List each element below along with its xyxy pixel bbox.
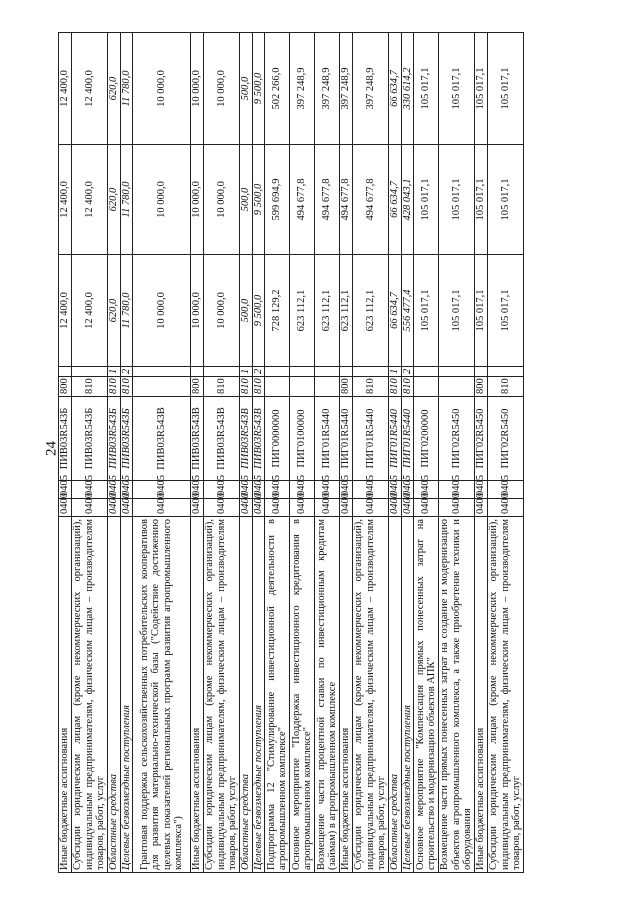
amount-year-1: 623 112,1 — [353, 255, 389, 367]
subsection-code: 0405 — [475, 481, 488, 499]
subsection-code: 0405 — [72, 481, 108, 499]
expense-type-code: 810 — [389, 377, 402, 397]
subsection-code: 0405 — [340, 481, 353, 499]
row-name: Целевые безвозмездные поступления — [401, 517, 414, 873]
row-name: Субсидии юридическим лицам (кроме некоммерческих организаций), индивидуальным предпринимателям, физическим лицам – производителям товаров, работ, услуг — [204, 517, 240, 873]
amount-year-2: 500,0 — [240, 145, 253, 255]
subsection-code: 0405 — [401, 481, 414, 499]
amount-year-1: 105 017,1 — [475, 255, 488, 367]
budget-table-page — [58, 33, 578, 873]
funding-source-code — [72, 367, 108, 377]
section-code: 0400 — [414, 499, 439, 517]
expense-type-code: 810 — [120, 377, 133, 397]
row-name: Возмещение части процентной ставки по инвестиционным кредитам (займам) в агропромышленном комплексе — [315, 517, 340, 873]
subsection-code: 0405 — [204, 481, 240, 499]
subsection-code: 0405 — [108, 481, 121, 499]
expense-type-code: 810 — [240, 377, 253, 397]
section-code: 0400 — [204, 499, 240, 517]
target-article-code: ПИВ03R543В — [133, 397, 191, 481]
table-row — [290, 33, 315, 873]
expense-type-code: 810 — [252, 377, 265, 397]
amount-year-3: 105 017,1 — [475, 33, 488, 145]
row-name: Областные средства — [108, 517, 121, 873]
section-code: 0400 — [108, 499, 121, 517]
table-row — [240, 33, 253, 873]
section-code: 0400 — [315, 499, 340, 517]
expense-type-code: 800 — [475, 377, 488, 397]
target-article-code: ПИГ0100000 — [290, 397, 315, 481]
amount-year-1: 105 017,1 — [488, 255, 524, 367]
amount-year-3: 66 634,7 — [389, 33, 402, 145]
amount-year-2: 10 000,0 — [133, 145, 191, 255]
table-row — [133, 33, 191, 873]
budget-table — [58, 32, 524, 873]
section-code: 0400 — [120, 499, 133, 517]
subsection-code: 0405 — [59, 481, 72, 499]
section-code: 0400 — [488, 499, 524, 517]
funding-source-code — [133, 367, 191, 377]
target-article-code: ПИГ01R5440 — [353, 397, 389, 481]
section-code: 0400 — [439, 499, 475, 517]
subsection-code: 0405 — [353, 481, 389, 499]
target-article-code: ПИГ01R5440 — [401, 397, 414, 481]
funding-source-code — [265, 367, 290, 377]
target-article-code: ПИГ02R5450 — [475, 397, 488, 481]
section-code: 0400 — [475, 499, 488, 517]
target-article-code: ПИГ01R5440 — [340, 397, 353, 481]
expense-type-code — [265, 377, 290, 397]
expense-type-code — [439, 377, 475, 397]
row-name: Субсидии юридическим лицам (кроме некоммерческих организаций), индивидуальным предпринимателям, физическим лицам – производителям товаров, работ, услуг — [72, 517, 108, 873]
amount-year-1: 10 000,0 — [133, 255, 191, 367]
amount-year-1: 623 112,1 — [340, 255, 353, 367]
row-name: Целевые безвозмездные поступления — [252, 517, 265, 873]
subsection-code: 0405 — [389, 481, 402, 499]
expense-type-code — [414, 377, 439, 397]
funding-source-code — [488, 367, 524, 377]
row-name: Субсидии юридическим лицам (кроме некоммерческих организаций), индивидуальным предпринимателям, физическим лицам – производителям товаров, работ, услуг — [353, 517, 389, 873]
amount-year-1: 10 000,0 — [204, 255, 240, 367]
amount-year-2: 10 000,0 — [191, 145, 204, 255]
amount-year-1: 12 400,0 — [72, 255, 108, 367]
funding-source-code — [353, 367, 389, 377]
amount-year-1: 623 112,1 — [290, 255, 315, 367]
subsection-code: 0405 — [120, 481, 133, 499]
amount-year-3: 620,0 — [108, 33, 121, 145]
row-name: Основное мероприятие "Компенсация прямых понесенных затрат на строительство и модернизацию объектов АПК" — [414, 517, 439, 873]
target-article-code: ПИГ01R5440 — [315, 397, 340, 481]
table-row — [353, 33, 389, 873]
page-number: 24 — [43, 441, 60, 456]
expense-type-code: 800 — [340, 377, 353, 397]
expense-type-code: 810 — [108, 377, 121, 397]
table-row — [439, 33, 475, 873]
amount-year-1: 623 112,1 — [315, 255, 340, 367]
amount-year-1: 728 129,2 — [265, 255, 290, 367]
section-code: 0400 — [59, 499, 72, 517]
section-code: 0400 — [252, 499, 265, 517]
table-row — [72, 33, 108, 873]
amount-year-3: 12 400,0 — [72, 33, 108, 145]
target-article-code: ПИВ03R543В — [191, 397, 204, 481]
expense-type-code: 800 — [191, 377, 204, 397]
section-code: 0400 — [240, 499, 253, 517]
expense-type-code: 810 — [488, 377, 524, 397]
expense-type-code: 810 — [401, 377, 414, 397]
target-article-code: ПИГ01R5440 — [389, 397, 402, 481]
section-code: 0400 — [389, 499, 402, 517]
funding-source-code — [59, 367, 72, 377]
target-article-code: ПИГ0200000 — [414, 397, 439, 481]
amount-year-3: 105 017,1 — [414, 33, 439, 145]
amount-year-3: 105 017,1 — [488, 33, 524, 145]
amount-year-1: 10 000,0 — [191, 255, 204, 367]
amount-year-3: 12 400,0 — [59, 33, 72, 145]
funding-source-code — [290, 367, 315, 377]
subsection-code: 0405 — [315, 481, 340, 499]
table-row — [204, 33, 240, 873]
target-article-code: ПИВ03R543Б — [108, 397, 121, 481]
amount-year-3: 500,0 — [240, 33, 253, 145]
section-code: 0400 — [290, 499, 315, 517]
section-code: 0400 — [340, 499, 353, 517]
table-row — [414, 33, 439, 873]
amount-year-2: 494 677,8 — [290, 145, 315, 255]
row-name: Целевые безвозмездные поступления — [120, 517, 133, 873]
amount-year-2: 599 694,9 — [265, 145, 290, 255]
row-name: Возмещение части прямых понесенных затрат на создание и модернизацию объектов агропромышленного комплекса, а также приобретение техники и оборудования — [439, 517, 475, 873]
funding-source-code — [475, 367, 488, 377]
section-code: 0400 — [353, 499, 389, 517]
table-row — [389, 33, 402, 873]
expense-type-code: 810 — [204, 377, 240, 397]
amount-year-1: 11 780,0 — [120, 255, 133, 367]
subsection-code: 0405 — [488, 481, 524, 499]
table-row — [265, 33, 290, 873]
row-name: Субсидии юридическим лицам (кроме некоммерческих организаций), индивидуальным предпринимателям, физическим лицам – производителям товаров, работ, услуг — [488, 517, 524, 873]
amount-year-1: 105 017,1 — [414, 255, 439, 367]
funding-source-code: 1 — [108, 367, 121, 377]
subsection-code: 0405 — [133, 481, 191, 499]
row-name: Иные бюджетные ассигнования — [191, 517, 204, 873]
amount-year-1: 105 017,1 — [439, 255, 475, 367]
funding-source-code: 2 — [120, 367, 133, 377]
amount-year-2: 428 043,1 — [401, 145, 414, 255]
expense-type-code: 810 — [353, 377, 389, 397]
target-article-code: ПИГ02R5450 — [439, 397, 475, 481]
target-article-code: ПИВ03R543В — [252, 397, 265, 481]
amount-year-2: 10 000,0 — [204, 145, 240, 255]
target-article-code: ПИВ03R543Б — [59, 397, 72, 481]
amount-year-2: 494 677,8 — [353, 145, 389, 255]
amount-year-3: 9 500,0 — [252, 33, 265, 145]
expense-type-code — [315, 377, 340, 397]
amount-year-2: 11 780,0 — [120, 145, 133, 255]
amount-year-3: 397 248,9 — [340, 33, 353, 145]
row-name: Основное мероприятие "Поддержка инвестиционного кредитования в агропромышленном комплексе" — [290, 517, 315, 873]
table-row — [252, 33, 265, 873]
amount-year-2: 620,0 — [108, 145, 121, 255]
funding-source-code — [315, 367, 340, 377]
row-name: Областные средства — [240, 517, 253, 873]
amount-year-2: 105 017,1 — [488, 145, 524, 255]
amount-year-2: 494 677,8 — [340, 145, 353, 255]
row-name: Иные бюджетные ассигнования — [59, 517, 72, 873]
amount-year-3: 397 248,9 — [315, 33, 340, 145]
table-row — [401, 33, 414, 873]
subsection-code: 0405 — [252, 481, 265, 499]
funding-source-code: 1 — [389, 367, 402, 377]
amount-year-3: 397 248,9 — [353, 33, 389, 145]
expense-type-code: 800 — [59, 377, 72, 397]
section-code: 0400 — [191, 499, 204, 517]
subsection-code: 0405 — [414, 481, 439, 499]
target-article-code: ПИГ0000000 — [265, 397, 290, 481]
table-row — [120, 33, 133, 873]
amount-year-3: 502 266,0 — [265, 33, 290, 145]
row-name: Иные бюджетные ассигнования — [340, 517, 353, 873]
target-article-code: ПИВ03R543В — [240, 397, 253, 481]
target-article-code: ПИГ02R5450 — [488, 397, 524, 481]
amount-year-1: 620,0 — [108, 255, 121, 367]
table-row — [59, 33, 72, 873]
table-row — [488, 33, 524, 873]
amount-year-2: 105 017,1 — [439, 145, 475, 255]
amount-year-2: 105 017,1 — [475, 145, 488, 255]
target-article-code: ПИВ03R543В — [204, 397, 240, 481]
row-name: Областные средства — [389, 517, 402, 873]
table-row — [475, 33, 488, 873]
row-name: Подпрограмма 12 "Стимулирование инвестиционной деятельности в агропромышленном комплексе" — [265, 517, 290, 873]
amount-year-3: 330 614,2 — [401, 33, 414, 145]
amount-year-2: 9 500,0 — [252, 145, 265, 255]
amount-year-1: 500,0 — [240, 255, 253, 367]
funding-source-code — [204, 367, 240, 377]
amount-year-2: 12 400,0 — [72, 145, 108, 255]
amount-year-1: 556 477,4 — [401, 255, 414, 367]
amount-year-2: 494 677,8 — [315, 145, 340, 255]
table-row — [191, 33, 204, 873]
subsection-code: 0405 — [439, 481, 475, 499]
amount-year-3: 10 000,0 — [204, 33, 240, 145]
amount-year-2: 105 017,1 — [414, 145, 439, 255]
expense-type-code: 810 — [72, 377, 108, 397]
amount-year-3: 397 248,9 — [290, 33, 315, 145]
target-article-code: ПИВ03R543Б — [120, 397, 133, 481]
amount-year-1: 12 400,0 — [59, 255, 72, 367]
funding-source-code: 2 — [252, 367, 265, 377]
amount-year-3: 105 017,1 — [439, 33, 475, 145]
table-row — [108, 33, 121, 873]
amount-year-1: 9 500,0 — [252, 255, 265, 367]
table-row — [340, 33, 353, 873]
amount-year-2: 12 400,0 — [59, 145, 72, 255]
subsection-code: 0405 — [265, 481, 290, 499]
amount-year-3: 10 000,0 — [133, 33, 191, 145]
funding-source-code — [340, 367, 353, 377]
row-name: Грантовая поддержка сельскохозяйственных потребительских кооперативов для развития материально-технической базы ("Содействие достижению целевых показателей региональных программ развития агропромышленного комплекса") — [133, 517, 191, 873]
table-row — [315, 33, 340, 873]
funding-source-code: 1 — [240, 367, 253, 377]
funding-source-code — [191, 367, 204, 377]
subsection-code: 0405 — [240, 481, 253, 499]
subsection-code: 0405 — [290, 481, 315, 499]
expense-type-code — [133, 377, 191, 397]
target-article-code: ПИВ03R543Б — [72, 397, 108, 481]
amount-year-3: 10 000,0 — [191, 33, 204, 145]
section-code: 0400 — [133, 499, 191, 517]
expense-type-code — [290, 377, 315, 397]
funding-source-code: 2 — [401, 367, 414, 377]
amount-year-3: 11 780,0 — [120, 33, 133, 145]
section-code: 0400 — [265, 499, 290, 517]
funding-source-code — [439, 367, 475, 377]
amount-year-1: 66 634,7 — [389, 255, 402, 367]
funding-source-code — [414, 367, 439, 377]
budget-table-body — [59, 33, 524, 873]
subsection-code: 0405 — [191, 481, 204, 499]
section-code: 0400 — [72, 499, 108, 517]
section-code: 0400 — [401, 499, 414, 517]
amount-year-2: 66 634,7 — [389, 145, 402, 255]
row-name: Иные бюджетные ассигнования — [475, 517, 488, 873]
